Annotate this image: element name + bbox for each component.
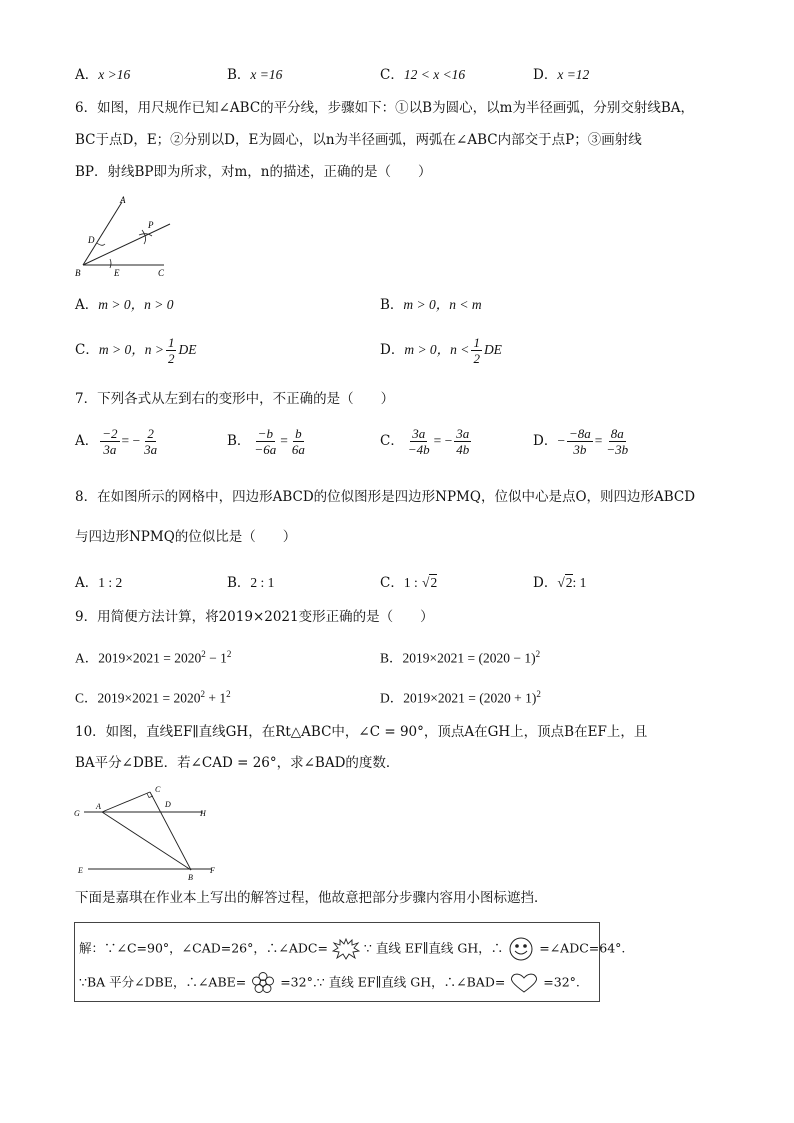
- q7-c-frac2: [454, 426, 471, 457]
- q8-option-c: [380, 573, 437, 593]
- q9-option-b-text: 2019×2021 = (2020 − 1): [402, 650, 536, 666]
- q9-option-c: [75, 684, 231, 709]
- q5-option-c: 12 < x <16: [403, 67, 466, 82]
- q7-c-frac1: [406, 426, 432, 457]
- q6-option-c-suffix: DE: [178, 342, 197, 357]
- solution-box: [74, 922, 626, 1002]
- q9-option-c-letter: C．: [75, 690, 98, 706]
- q7-option-b-letter: B．: [227, 433, 251, 449]
- solution-line2: [79, 971, 580, 995]
- q9-a-exp1: 2: [201, 649, 206, 659]
- q8-option-c-letter: C．: [380, 575, 404, 591]
- label-f: F: [210, 866, 215, 875]
- q9-option-c-tail: + 1: [205, 690, 227, 706]
- arc-d: [97, 243, 105, 245]
- q7-b-frac1: [252, 426, 278, 457]
- q7-d-mid: =: [594, 433, 603, 448]
- q5-option-c-letter: C．: [380, 67, 404, 83]
- q6-option-d-den: 2: [473, 351, 480, 366]
- q7-d-d1: 3b: [573, 442, 587, 457]
- q7-c-mid: = −: [433, 433, 453, 448]
- q7-d-frac1: [567, 426, 593, 457]
- side-ac: [102, 792, 150, 812]
- q8-option-d-post: : 1: [572, 575, 587, 590]
- label-b: B: [188, 873, 193, 880]
- label-h: H: [200, 809, 206, 818]
- q7-c-d1: −4b: [407, 442, 430, 457]
- q7-option-a: [75, 426, 161, 457]
- label-e: E: [114, 268, 120, 278]
- q6-option-c-prefix: m > 0，n >: [98, 342, 164, 357]
- q7-d-n1: −8a: [568, 426, 591, 441]
- heart-icon: [509, 972, 539, 994]
- q7-a-d1: 3a: [103, 442, 117, 457]
- q10-stem-line1: 10．如图，直线EF∥直线GH，在Rt△ABC中，∠C = 90°，顶点A在GH上，顶点B在EF上，且: [75, 724, 648, 740]
- q8-option-d-radicand: 2: [565, 575, 573, 590]
- flower-icon: [250, 971, 276, 995]
- q6-option-a-text: m > 0，n > 0: [98, 297, 174, 312]
- label-e: E: [78, 866, 83, 875]
- q6-figure: [72, 192, 182, 280]
- q5-option-b-wrap: [227, 65, 282, 85]
- q7-option-c: [380, 426, 473, 457]
- label-b: B: [75, 268, 81, 278]
- q9-a-exp2: 2: [226, 649, 232, 659]
- q9-option-a-text: 2019×2021 = 2020: [98, 650, 202, 666]
- starburst-icon: [332, 938, 360, 960]
- q7-d-n2: 8a: [610, 426, 624, 441]
- q9-option-b: [380, 644, 540, 669]
- q7-c-n2: 3a: [456, 426, 470, 441]
- q6-stem-line2: BC于点D，E；②分别以D，E为圆心，以n为半径画弧，两弧在∠ABC内部交于点P；③画射线: [75, 132, 642, 148]
- q8-option-a-letter: A．: [75, 575, 99, 591]
- label-d: D: [88, 235, 95, 245]
- q8-option-c-pre: 1 :: [403, 575, 418, 590]
- q8-option-d-letter: D．: [533, 575, 558, 591]
- q6-option-d-prefix: m > 0，n <: [404, 342, 470, 357]
- q6-option-c: [75, 335, 196, 366]
- q7-b-d1: −6a: [254, 442, 277, 457]
- solution-line1-a: 解：∵∠C=90°，∠CAD=26°，∴∠ADC=: [79, 940, 328, 956]
- q8-option-d: [533, 573, 586, 593]
- q8-option-c-radicand: 2: [430, 575, 438, 590]
- q9-option-c-text: 2019×2021 = 2020: [97, 690, 201, 706]
- q7-option-c-letter: C．: [380, 433, 404, 449]
- arc-e: [110, 259, 111, 268]
- q6-option-d-suffix: DE: [483, 342, 502, 357]
- q5-option-b: x =16: [250, 67, 283, 82]
- q10-figure: [70, 780, 220, 880]
- q9-option-a-tail: − 1: [205, 650, 227, 666]
- q6-option-a-letter: A．: [75, 297, 99, 313]
- solution-line1: [79, 936, 625, 962]
- label-g: G: [74, 809, 80, 818]
- q7-c-n1: 3a: [412, 426, 426, 441]
- solution-line2-c: =32°.: [543, 974, 580, 990]
- q6-stem-line3: BP．射线BP即为所求，对m，n的描述，正确的是（ ）: [75, 164, 432, 180]
- q6-option-d-half: [471, 335, 482, 366]
- q6-option-b: [380, 295, 482, 315]
- q6-option-b-text: m > 0，n < m: [403, 297, 482, 312]
- q7-a-n2: 2: [147, 426, 154, 441]
- q6-option-c-letter: C．: [75, 342, 99, 358]
- smiley-icon: [507, 936, 535, 962]
- q7-a-frac1: [100, 426, 119, 457]
- sqrt-symbol: √: [557, 575, 565, 590]
- q8-stem-line2: 与四边形NPMQ的位似比是（ ）: [75, 529, 297, 545]
- q8-option-a-text: 1 : 2: [98, 575, 123, 590]
- q6-option-d-letter: D．: [380, 342, 405, 358]
- q7-a-mid: = −: [121, 433, 141, 448]
- solution-line2-b: =32°.∵ 直线 EF∥直线 GH，∴∠BAD=: [280, 974, 506, 990]
- side-ab: [102, 812, 191, 870]
- q7-d-pre: −: [557, 433, 565, 448]
- q9-b-exp: 2: [535, 649, 541, 659]
- q7-c-d2: 4b: [456, 442, 470, 457]
- q8-option-b-letter: B．: [227, 575, 251, 591]
- q6-option-b-letter: B．: [380, 297, 404, 313]
- q8-option-b: [227, 573, 274, 593]
- q9-option-d: [380, 684, 541, 709]
- q7-d-d2: −3b: [606, 442, 629, 457]
- q9-c-exp1: 2: [200, 689, 205, 699]
- q9-option-d-text: 2019×2021 = (2020 + 1): [403, 690, 537, 706]
- q7-b-frac2: [290, 426, 307, 457]
- q7-option-d: [533, 426, 632, 457]
- q9-c-exp2: 2: [226, 689, 231, 699]
- q6-option-d: [380, 335, 502, 366]
- q6-option-a: [75, 295, 173, 315]
- label-c: C: [155, 785, 161, 794]
- label-c: C: [158, 268, 165, 278]
- q8-option-a: [75, 573, 122, 593]
- q7-b-mid: =: [280, 433, 288, 448]
- label-a: A: [120, 195, 126, 205]
- q9-d-exp: 2: [536, 689, 541, 699]
- q6-stem-line1: 6．如图，用尺规作已知∠ABC的平分线，步骤如下：①以B为圆心，以m为半径画弧，分别交射线BA，: [75, 100, 695, 116]
- q5-options: [75, 65, 130, 85]
- q7-d-frac2: [604, 426, 630, 457]
- q6-option-c-num: 1: [167, 335, 175, 350]
- q6-option-c-den: 2: [167, 351, 175, 366]
- q5-option-b-letter: B．: [227, 67, 251, 83]
- label-d: D: [165, 800, 171, 809]
- q9-option-a-letter: A．: [75, 650, 99, 666]
- label-a: A: [96, 802, 101, 811]
- q7-a-n1: −2: [102, 426, 118, 441]
- q5-option-d-letter: D．: [533, 67, 558, 83]
- sqrt-symbol: √: [422, 575, 430, 590]
- q9-stem: 9．用简便方法计算，将2019×2021变形正确的是（ ）: [75, 609, 434, 625]
- q5-option-a: x >16: [98, 67, 131, 82]
- q7-a-d2: 3a: [144, 442, 158, 457]
- q5-option-a-letter: A．: [75, 67, 99, 83]
- q7-option-b: [227, 426, 309, 457]
- q7-option-a-letter: A．: [75, 433, 99, 449]
- q6-option-d-num: 1: [473, 335, 480, 350]
- q5-option-c-wrap: [380, 65, 465, 85]
- q8-stem-line1: 8．在如图所示的网格中，四边形ABCD的位似图形是四边形NPMQ，位似中心是点O，则四边形ABCD: [75, 489, 696, 505]
- q5-option-d-wrap: [533, 65, 589, 85]
- q6-option-c-half: [166, 335, 177, 366]
- q10-stem-line2: BA平分∠DBE．若∠CAD = 26°，求∠BAD的度数．: [75, 755, 400, 771]
- q5-option-d: x =12: [557, 67, 590, 82]
- q9-option-b-letter: B．: [380, 650, 403, 666]
- q7-a-frac2: [142, 426, 159, 457]
- solution-line2-a: ∵BA 平分∠DBE，∴∠ABE=: [79, 974, 247, 990]
- label-p: P: [148, 220, 154, 230]
- solution-line1-c: =∠ADC=64°.: [539, 940, 626, 956]
- q9-option-a: [75, 644, 231, 669]
- q8-option-b-text: 2 : 1: [250, 575, 275, 590]
- q7-stem: 7．下列各式从左到右的变形中，不正确的是（ ）: [75, 391, 395, 407]
- q7-b-n1: −b: [257, 426, 273, 441]
- q7-option-d-letter: D．: [533, 433, 558, 449]
- q10-intro: 下面是嘉琪在作业本上写出的解答过程，他故意把部分步骤内容用小图标遮挡．: [75, 890, 548, 906]
- q9-option-d-letter: D．: [380, 690, 404, 706]
- q7-b-n2: b: [295, 426, 302, 441]
- q7-b-d2: 6a: [291, 442, 305, 457]
- solution-line1-b: ∵ 直线 EF∥直线 GH，∴: [363, 940, 504, 956]
